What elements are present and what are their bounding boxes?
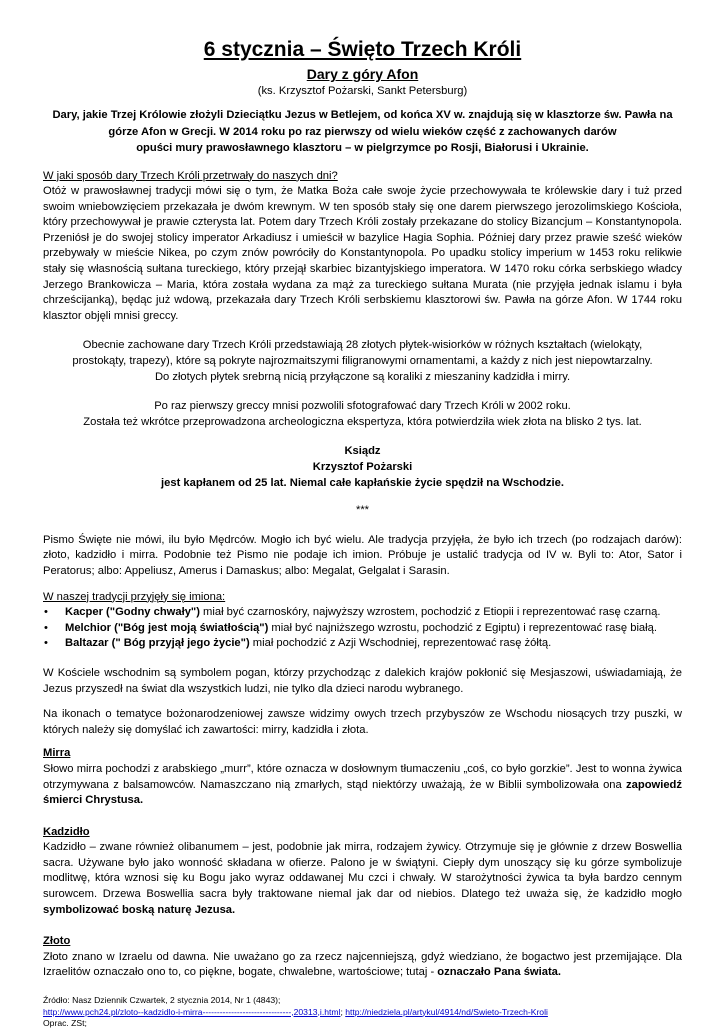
incense-heading: Kadzidło [43, 825, 90, 838]
list-item [43, 636, 682, 652]
list-item [43, 605, 682, 621]
names-list [43, 605, 682, 652]
gold-heading: Złoto [43, 935, 71, 948]
priest-note [43, 444, 682, 491]
magus-description: miał pochodzić z Azji Wschodniej, reprezentować rasę żółtą. [249, 637, 552, 650]
photography-line: Po raz pierwszy greccy mnisi pozwolili sfotografować dary Trzech Króli w 2002 roku. [154, 400, 571, 413]
magus-name: Kacper ("Godny chwały") [65, 606, 200, 619]
gifts-line: prostokąty, trapezy), które są pokryte najrozmaitszymi filigranowymi ornamentami, a każdy z nich jest niepowtarzalny. [72, 355, 653, 368]
source-link-pch24[interactable]: http://www.pch24.pl/zloto--kadzidlo-i-mirra-------------------------------,20313,i.html [43, 1006, 341, 1017]
gifts-line: Do złotych płytek srebrną nicią przyłączone są koraliki z mieszaniny kadzidła i mirry. [154, 370, 571, 383]
bullet-icon: • [44, 637, 48, 650]
links-line [43, 1007, 682, 1019]
author-line: (ks. Krzysztof Pożarski, Sankt Petersburg) [257, 85, 468, 97]
source-link-niedziela[interactable]: http://niedziela.pl/artykul/4914/nd/Swieto-Trzech-Kroli [345, 1006, 548, 1017]
east-paragraph: W Kościele wschodnim są symbolem pogan, którzy przychodząc z dalekich krajów pokłonić się Mesjaszowi, uświadamiają, że Jezus przyszedł na świat dla wszystkich ludzi, nie tylko dla dzieci narodu wybranego. [43, 666, 682, 695]
footer-sources [43, 995, 682, 1030]
priest-note-suffix: jest kapłanem od 25 lat. Niemal całe kapłańskie życie spędził na Wschodzie. [161, 476, 564, 489]
priest-note-prefix: Ksiądz [344, 445, 381, 458]
article-subtitle: Dary z góry Afon [306, 66, 419, 82]
myrrh-text: Słowo mirra pochodzi z arabskiego „murr”, które oznacza w dosłownym tłumaczeniu „coś, co było gorzkie”. Jest to wonna żywica otrzymywana z balsamowców. Namaszczano nią zmarłych, stąd niektórzy uważają, że w Biblii symbolizowała ona [43, 762, 682, 791]
myrrh-bold: zapowiedź śmierci Chrystusa. [43, 778, 682, 807]
lead-line: górze Afon w Grecji. W 2014 roku po raz pierwszy od wielu wieków część z zachowanych darów [108, 125, 617, 138]
photography-note [43, 399, 682, 430]
priest-name: Krzysztof Pożarski [312, 461, 413, 473]
gold-text: Złoto znano w Izraelu od dawna. Nie uważano go za rzecz najcenniejszą, gdyż wiedziano, że bogactwo jest przemijające. Dla Izraelitów oznaczało ono to, co piękne, bogate, chwalebne, wartościowe; tutaj - [43, 950, 682, 979]
gold-paragraph [43, 950, 682, 981]
lead-paragraph [43, 107, 682, 157]
lead-line: opuści mury prawosławnego klasztoru – w pielgrzymce po Rosji, Białorusi i Ukrainie. [136, 142, 589, 154]
gifts-line: Obecnie zachowane dary Trzech Króli przedstawiają 28 złotych płytek-wisiorków w różnych kształtach (wielokąty, [82, 339, 643, 352]
incense-bold: symbolizować boską naturę Jezusa. [43, 903, 236, 916]
bullet-icon: • [44, 606, 48, 619]
myrrh-paragraph [43, 762, 682, 809]
names-heading: W naszej tradycji przyjęły się imiona: [43, 590, 226, 603]
incense-text: Kadzidło – zwane również olibanumem – jest, podobnie jak mirra, rodzajem żywicy. Otrzymuje się je głównie z drzew Boswellia sacra. Używane było jako wonność składana w ofierze. Palono je w świątyni. Ciepły dym unoszący się ku górze symbolizuje modlitwę, która wznosi się ku Bogu jako wyraz oddawanej Mu czci i chwały. W starożytności żywica ta była bardzo cennym surowcem. Drzewa Boswellia sacra były traktowane niemal jak dar od niebios. Dlatego też uważa się, że kadzidło mogło [43, 841, 682, 901]
magus-name: Melchior ("Bóg jest moją światłością") [65, 621, 269, 634]
list-item [43, 621, 682, 637]
question-heading: W jaki sposób dary Trzech Króli przetrwały do naszych dni? [43, 169, 338, 182]
bullet-icon: • [44, 621, 48, 634]
prepared-by: Oprac. ZSt; [43, 1018, 87, 1029]
gold-bold: oznaczało Pana świata. [437, 966, 562, 979]
section-separator: *** [355, 504, 370, 517]
incense-paragraph [43, 840, 682, 918]
history-paragraph: Otóż w prawosławnej tradycji mówi się o tym, że Matka Boża całe swoje życie przechowywała te królewskie dary i tuż przed swoim wniebowzięciem przekazała je dwóm krewnym. W ten sposób stały się one darem pierwszego jerozolimskiego Kościoła, który przechowywał je prawie czterysta lat. Potem dary Trzech Króli zostały przekazane do stolicy Bizancjum – Konstantynopola. Przeniósł je do swojej stolicy imperator Arkadiusz i umieścił w bazylice Hagia Sophia. Później dary przez prawie sześć wieków przebywały w mieście Nikea, po czym znów powróciły do Konstantynopola. Po upadku stolicy imperium w 1453 roku relikwie stały się własnością sułtana tureckiego, który przejął skarbiec bizantyjskiego imperatora. W 1470 roku córka serbskiego władcy Jerzego Brankowicza – Maria, która została wydana za mąż za tureckiego sułtana Murata (nie przyjęła jednak islamu i była chrześcijanką), będąc już wdową, przekazała dary Trzech Króli serbskiemu klasztorowi św. Pawła na górze Afon. W 1744 roku klasztor objęli mnisi greccy. [43, 185, 682, 322]
myrrh-heading: Mirra [43, 747, 71, 760]
link-separator: ; [340, 1006, 346, 1017]
source-line: Źródło: Nasz Dziennik Czwartek, 2 stycznia 2014, Nr 1 (4843); [43, 995, 281, 1006]
magus-name: Baltazar (" Bóg przyjął jego życie") [65, 637, 250, 650]
gifts-description [43, 338, 682, 385]
magi-paragraph: Pismo Święte nie mówi, ilu było Mędrców. Mogło ich być wielu. Ale tradycja przyjęła, że było ich trzech (po rodzajach darów): złoto, kadzidło i mirra. Podobnie też Pismo nie podaje ich imion. Próbuje je ustalić tradycja od IV w. Byli to: Ator, Sator i Peratorus; albo: Appeliusz, Amerus i Damaskus; albo: Megalat, Gelgalat i Sarasin. [43, 533, 682, 577]
icon-paragraph: Na ikonach o tematyce bożonarodzeniowej zawsze widzimy owych trzech przybyszów ze Wschodu niosących trzy puszki, w których należy się domyślać ich zawartości: mirry, kadzidła i złota. [43, 708, 682, 736]
photography-line: Została też wkrótce przeprowadzona archeologiczna ekspertyza, która potwierdziła wiek złota na blisko 2 tys. lat. [83, 415, 642, 428]
magus-description: miał być najniższego wzrostu, pochodzić z Egiptu) i reprezentować rasę białą. [268, 621, 657, 634]
page-title: 6 stycznia – Święto Trzech Króli [203, 38, 522, 61]
magus-description: miał być czarnoskóry, najwyższy wzrostem, pochodzić z Etiopii i reprezentować rasę czarną. [199, 606, 661, 619]
lead-line: Dary, jakie Trzej Królowie złożyli Dzieciątku Jezus w Betlejem, od końca XV w. znajdują się w klasztorze św. Pawła na [52, 109, 673, 121]
